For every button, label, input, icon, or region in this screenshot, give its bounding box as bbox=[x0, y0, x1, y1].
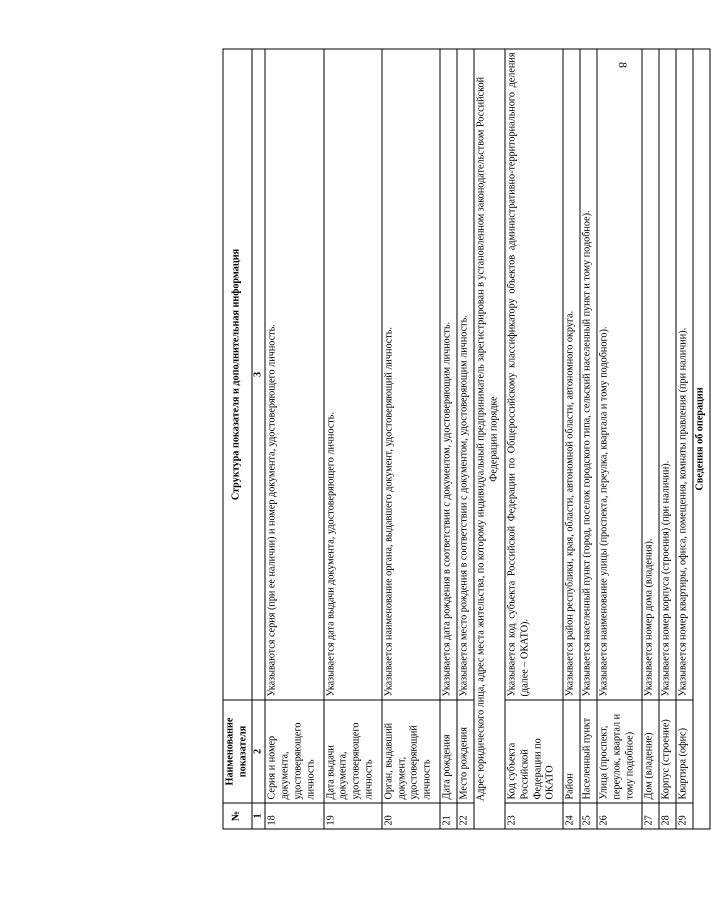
indicator-description: Указывается номер квартиры, офиса, помещения, комнаты правления (при наличии). bbox=[676, 49, 693, 700]
table-row bbox=[505, 49, 563, 829]
indicator-name: Дата выдачи документа, удостоверяющего личность bbox=[324, 700, 382, 803]
indicator-description: Указывается населенный пункт (город, поселок городского типа, сельский населенный пункт и тому подобное). bbox=[580, 49, 597, 700]
table-body-operations-section bbox=[693, 49, 710, 829]
row-number: 25 bbox=[580, 803, 597, 829]
indicator-description: Указывается код субъекта Российской Федерации по Общероссийскому классификатору объектов административно-территориального деления (далее – ОКАТО). bbox=[505, 49, 563, 700]
section-row-operations bbox=[693, 49, 710, 829]
row-number: 28 bbox=[659, 803, 676, 829]
table-body-personal bbox=[265, 49, 474, 829]
indicator-name: Серия и номер документа, удостоверяющего личность bbox=[265, 700, 323, 803]
row-number: 27 bbox=[642, 803, 659, 829]
table-header-row bbox=[223, 49, 252, 829]
indicator-name: Корпус (строение) bbox=[659, 700, 676, 803]
table-row bbox=[440, 49, 457, 829]
section-row-address bbox=[474, 49, 505, 829]
indicator-description: Указывается номер корпуса (строения) (при наличии). bbox=[659, 49, 676, 700]
row-number: 21 bbox=[440, 803, 457, 829]
indicator-description: Указывается дата выдачи документа, удостоверяющего личность. bbox=[324, 49, 382, 700]
header-indicator-name: Наименование показателя bbox=[223, 700, 252, 803]
indicator-name: Квартира (офис) bbox=[676, 700, 693, 803]
row-number: 26 bbox=[597, 803, 642, 829]
row-number: 18 bbox=[265, 803, 323, 829]
indicator-description: Указываются серия (при ее наличии) и номер документа, удостоверяющего личность. bbox=[265, 49, 323, 700]
indicator-description: Указывается наименование органа, выдавшего документ, удостоверяющий личность. bbox=[382, 49, 440, 700]
row-number: 23 bbox=[505, 803, 563, 829]
column-number: 1 bbox=[252, 803, 266, 829]
indicator-description: Указывается район республики, края, области, автономной области, автономного округа. bbox=[563, 49, 580, 700]
section-title-operations: Сведения об операции bbox=[693, 49, 710, 829]
indicators-table bbox=[223, 49, 711, 830]
row-number: 22 bbox=[457, 803, 474, 829]
table-row bbox=[563, 49, 580, 829]
indicator-name: Дата рождения bbox=[440, 700, 457, 803]
section-title-address: Адрес юридического лица, адрес места жительства, по которому индивидуальный предприниматель зарегистрирован в установленном законодательством Российской Федерации порядке bbox=[474, 49, 505, 829]
table-row bbox=[382, 49, 440, 829]
table-row bbox=[597, 49, 642, 829]
rotated-document-page bbox=[223, 49, 711, 830]
row-number: 20 bbox=[382, 803, 440, 829]
table-row bbox=[265, 49, 323, 829]
row-number: 29 bbox=[676, 803, 693, 829]
table-row bbox=[659, 49, 676, 829]
table-row bbox=[324, 49, 382, 829]
indicator-name: Населенный пункт bbox=[580, 700, 597, 803]
table-row bbox=[457, 49, 474, 829]
column-number-row bbox=[252, 49, 266, 829]
indicator-description: Указывается номер дома (владения). bbox=[642, 49, 659, 700]
indicator-description: Указывается место рождения в соответствии с документом, удостоверяющим личность. bbox=[457, 49, 474, 700]
page-number: 8 bbox=[616, 62, 630, 68]
header-number: № bbox=[223, 803, 252, 829]
indicator-name: Код субъекта Российской Федерации по ОКАТО bbox=[505, 700, 563, 803]
row-number: 19 bbox=[324, 803, 382, 829]
table-body-address-section bbox=[474, 49, 505, 829]
indicator-description: Указывается дата рождения в соответствии с документом, удостоверяющим личность. bbox=[440, 49, 457, 700]
header-structure: Структура показателя и дополнительная информация bbox=[223, 49, 252, 700]
indicator-name: Орган, выдавший документ, удостоверяющий личность bbox=[382, 700, 440, 803]
table-body-address bbox=[505, 49, 693, 829]
indicator-name: Место рождения bbox=[457, 700, 474, 803]
indicator-name: Район bbox=[563, 700, 580, 803]
row-number: 24 bbox=[563, 803, 580, 829]
table-row bbox=[676, 49, 693, 829]
indicator-description: Указывается наименование улицы (проспекта, переулка, квартала и тому подобного). bbox=[597, 49, 642, 700]
table-row bbox=[642, 49, 659, 829]
indicator-name: Дом (владение) bbox=[642, 700, 659, 803]
column-number: 2 bbox=[252, 700, 266, 803]
indicator-name: Улица (проспект, переулок, квартал и тому подобное) bbox=[597, 700, 642, 803]
table-row bbox=[580, 49, 597, 829]
column-number: 3 bbox=[252, 49, 266, 700]
